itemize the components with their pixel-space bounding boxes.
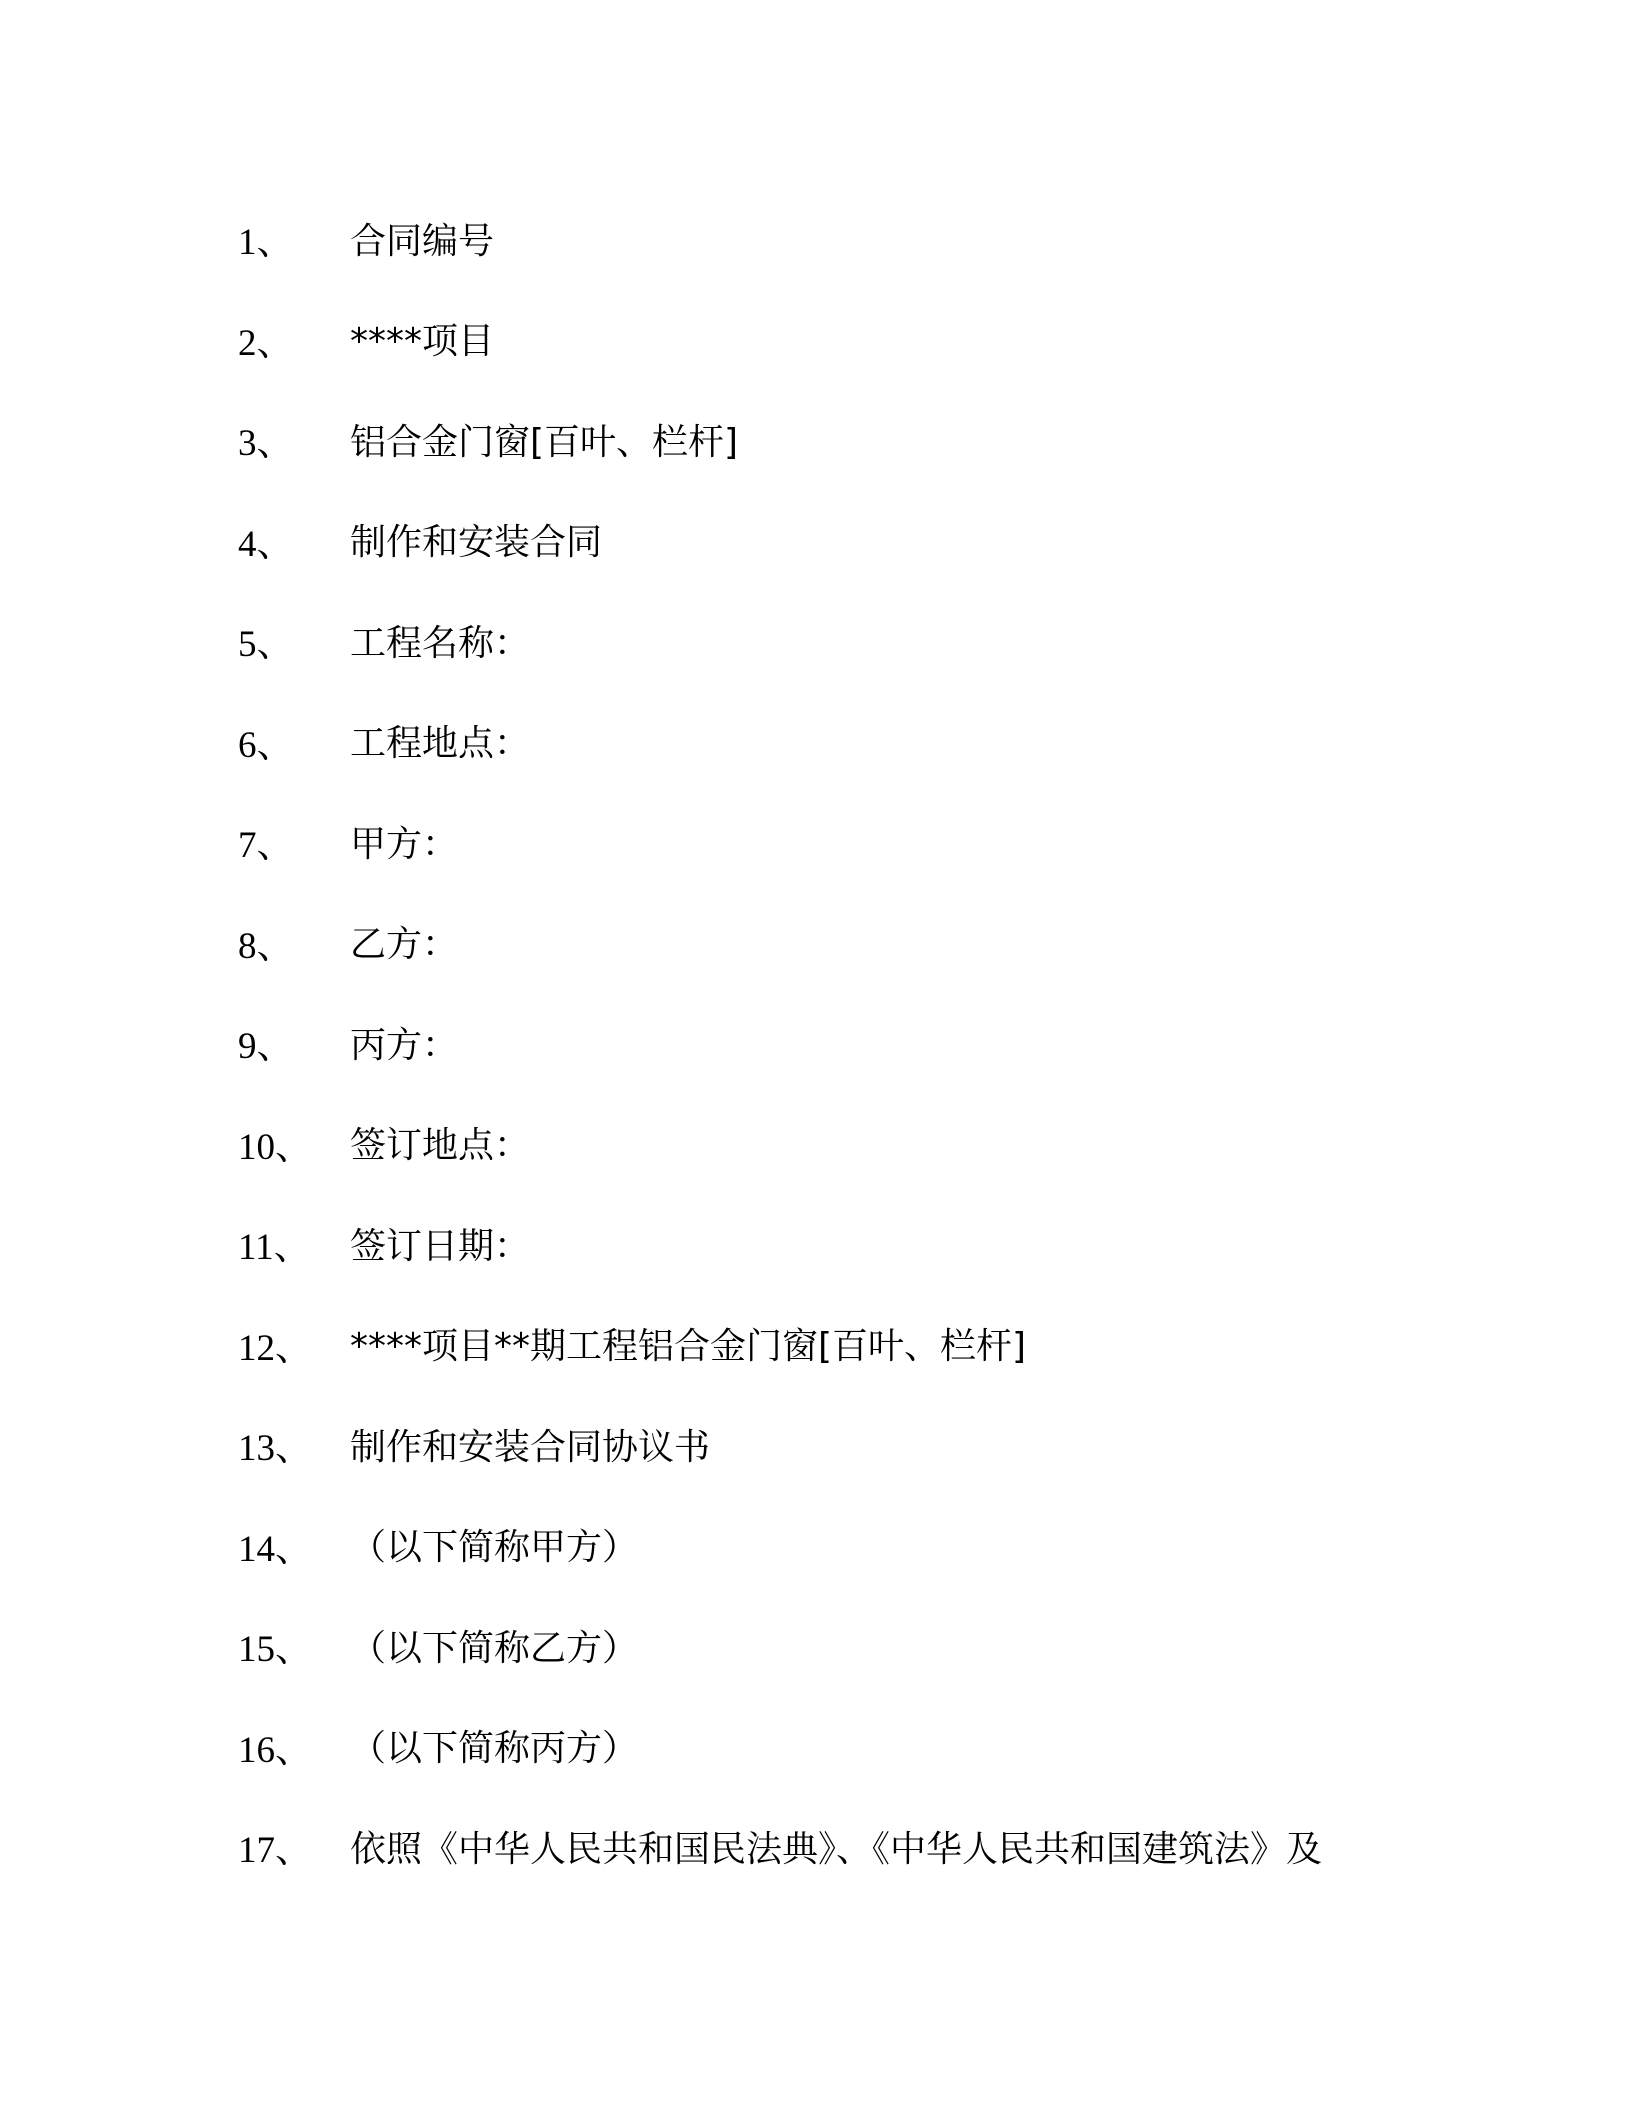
item-number: 15、 — [238, 1629, 312, 1671]
item-number: 11、 — [238, 1227, 311, 1269]
item-number: 4、 — [238, 523, 294, 565]
item-text: 工程名称： — [350, 622, 531, 664]
item-text: ****项目**期工程铝合金门窗[百叶、栏杆] — [350, 1326, 1027, 1368]
item-text: 签订地点： — [350, 1125, 531, 1167]
item-number: 7、 — [238, 825, 294, 867]
item-text: （以下简称丙方） — [350, 1728, 639, 1770]
item-text: 甲方： — [350, 823, 459, 865]
item-number: 12、 — [238, 1327, 312, 1369]
item-number: 14、 — [238, 1528, 312, 1570]
item-text: 丙方： — [350, 1024, 459, 1066]
list-item — [238, 691, 1488, 792]
item-number: 3、 — [238, 423, 294, 465]
item-text: 制作和安装合同 — [350, 522, 603, 564]
list-item — [238, 992, 1488, 1093]
item-text: ****项目 — [350, 321, 495, 363]
list-item — [238, 791, 1488, 892]
list-item — [238, 1796, 1488, 1897]
item-text: 依照《中华人民共和国民法典》、《中华人民共和国建筑法》及 — [350, 1828, 1323, 1870]
item-number: 8、 — [238, 925, 294, 967]
item-text: 乙方： — [350, 924, 459, 966]
item-text: （以下简称甲方） — [350, 1527, 639, 1569]
list-item — [238, 1294, 1488, 1395]
item-number: 17、 — [238, 1830, 312, 1872]
item-text: （以下简称乙方） — [350, 1627, 639, 1669]
list-item — [238, 1093, 1488, 1194]
item-text: 制作和安装合同协议书 — [350, 1426, 711, 1468]
list-item — [238, 1193, 1488, 1294]
item-number: 9、 — [238, 1026, 294, 1068]
list-item — [238, 490, 1488, 591]
item-text: 铝合金门窗[百叶、栏杆] — [350, 421, 739, 463]
item-number: 6、 — [238, 724, 294, 766]
list-item — [238, 1394, 1488, 1495]
list-item — [238, 389, 1488, 490]
item-text: 工程地点： — [350, 723, 531, 765]
item-number: 2、 — [238, 322, 294, 364]
numbered-list — [238, 188, 1488, 1897]
list-item — [238, 892, 1488, 993]
item-text: 合同编号 — [350, 220, 495, 262]
list-item — [238, 590, 1488, 691]
list-item — [238, 188, 1488, 289]
item-number: 13、 — [238, 1428, 312, 1470]
list-item — [238, 1595, 1488, 1696]
list-item — [238, 1696, 1488, 1797]
item-number: 1、 — [238, 222, 294, 264]
item-number: 5、 — [238, 624, 294, 666]
list-item — [238, 289, 1488, 390]
item-number: 10、 — [238, 1126, 312, 1168]
item-number: 16、 — [238, 1729, 312, 1771]
list-item — [238, 1495, 1488, 1596]
item-text: 签订日期： — [350, 1225, 531, 1267]
